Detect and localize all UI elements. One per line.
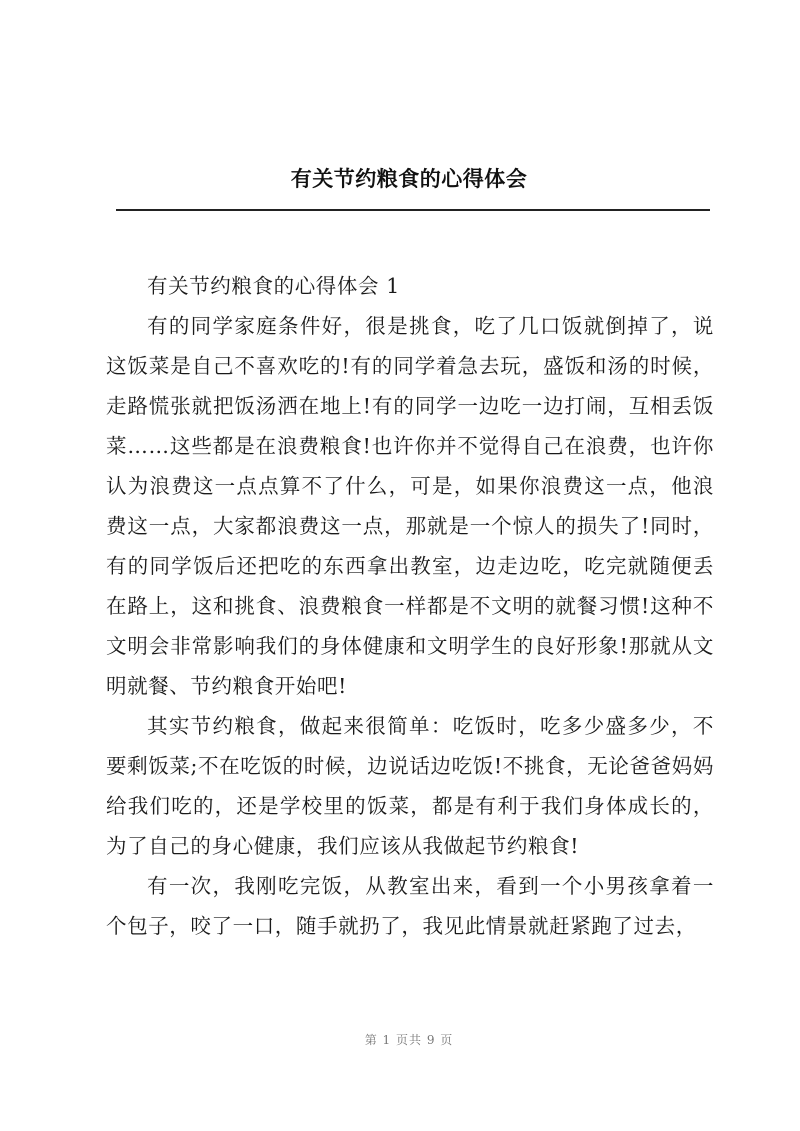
paragraph: 有一次，我刚吃完饭，从教室出来，看到一个小男孩拿着一个包子，咬了一口，随手就扔了，我见此情景就赶紧跑了过去， — [106, 874, 714, 938]
paragraph: 有的同学家庭条件好，很是挑食，吃了几口饭就倒掉了，说这饭菜是自己不喜欢吃的!有的同学着急去玩，盛饭和汤的时候，走路慌张就把饭汤洒在地上!有的同学一边吃一边打闹，互相丢饭菜……这些都是在浪费粮食!也许你并不觉得自己在浪费，也许你认为浪费这一点点算不了什么，可是，如果你浪费这一点，他浪费这一点，大家都浪费这一点，那就是一个惊人的损失了!同时，有的同学饭后还把吃的东西拿出教室，边走边吃，吃完就随便丢在路上，这和挑食、浪费粮食一样都是不文明的就餐习惯!这种不文明会非常影响我们的身体健康和文明学生的良好形象!那就从文明就餐、节约粮食开始吧! — [106, 314, 714, 698]
section-heading: 有关节约粮食的心得体会 1 — [147, 274, 400, 298]
document-body — [106, 266, 714, 946]
page-footer: 第 1 页共 9 页 — [364, 1033, 454, 1047]
paragraph: 其实节约粮食，做起来很简单：吃饭时，吃多少盛多少，不要剩饭菜;不在吃饭的时候，边说话边吃饭!不挑食，无论爸爸妈妈给我们吃的，还是学校里的饭菜，都是有利于我们身体成长的，为了自己的身心健康，我们应该从我做起节约粮食! — [106, 714, 714, 858]
document-title: 有关节约粮食的心得体会 — [290, 167, 528, 191]
title-divider — [116, 209, 710, 211]
